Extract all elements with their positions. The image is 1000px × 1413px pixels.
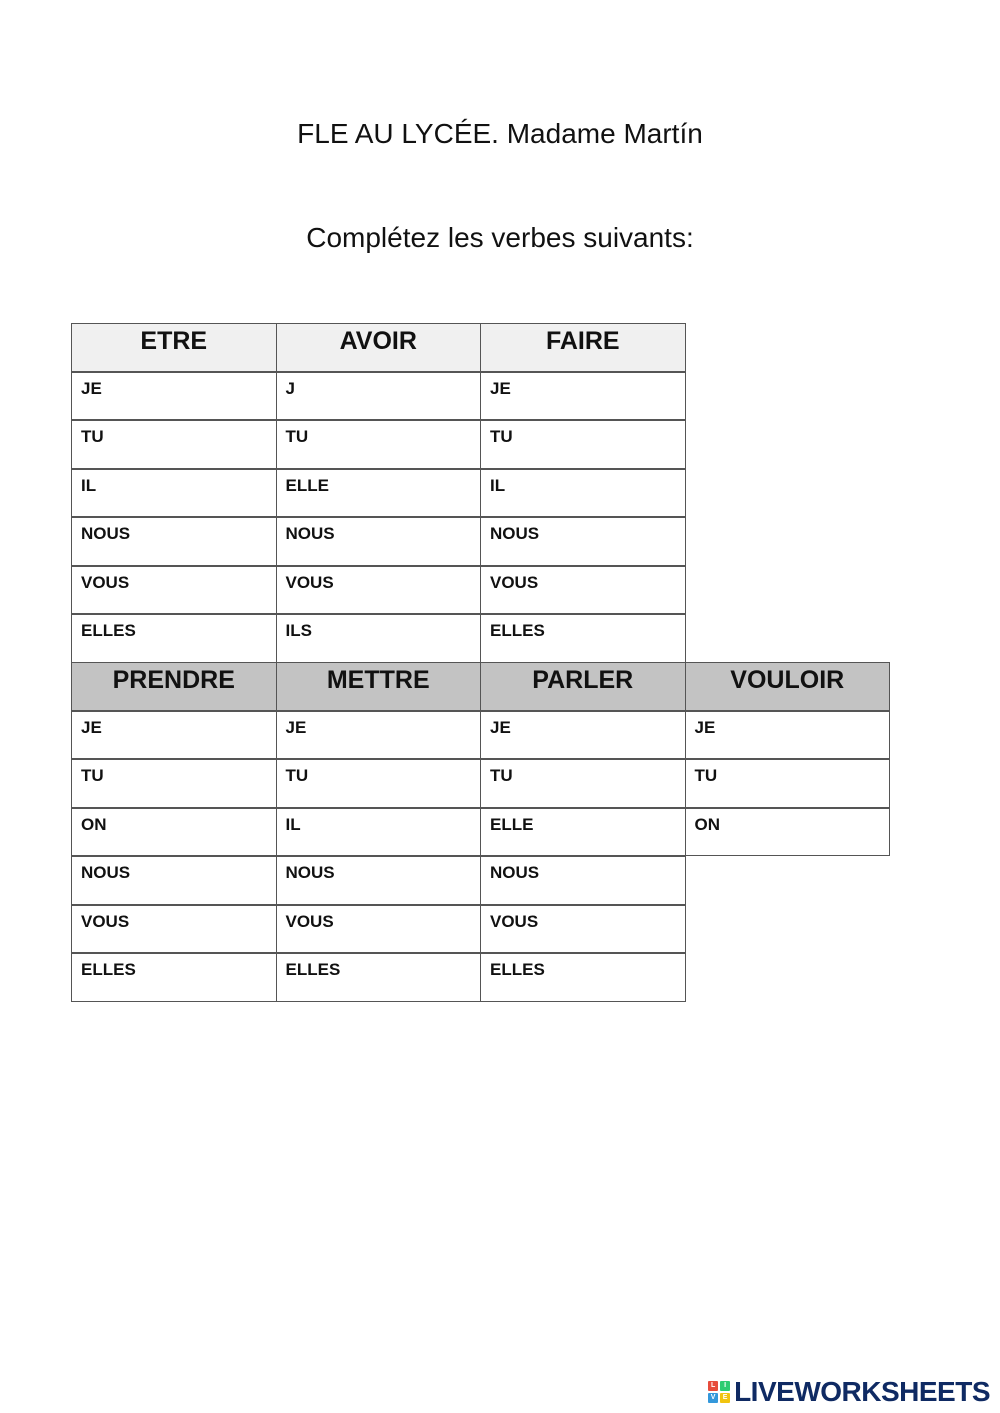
answer-cell[interactable]: ON <box>685 808 891 857</box>
logo-mark-tile: V <box>708 1393 718 1403</box>
answer-cell[interactable]: ILS <box>276 614 482 663</box>
instruction-text: Complétez les verbes suivants: <box>306 222 694 253</box>
table-row <box>71 711 889 760</box>
answer-cell[interactable]: ON <box>71 808 277 857</box>
logo-text: LIVEWORKSHEETS <box>734 1376 990 1407</box>
table-row <box>71 905 889 954</box>
answer-cell[interactable]: ELLE <box>276 469 482 518</box>
verb-header-vouloir: VOULOIR <box>685 662 891 711</box>
verb-header-avoir: AVOIR <box>276 323 482 372</box>
conjugation-table-1 <box>71 323 685 663</box>
liveworksheets-logo <box>708 1376 990 1408</box>
answer-cell[interactable]: JE <box>71 711 277 760</box>
empty-cell <box>685 953 891 1002</box>
answer-cell[interactable]: J <box>276 372 482 421</box>
answer-cell[interactable]: TU <box>276 759 482 808</box>
table-row <box>71 517 685 566</box>
answer-cell[interactable]: NOUS <box>276 517 482 566</box>
answer-cell[interactable]: ELLES <box>71 614 277 663</box>
answer-cell[interactable]: IL <box>71 469 277 518</box>
answer-cell[interactable]: VOUS <box>276 905 482 954</box>
answer-cell[interactable]: TU <box>276 420 482 469</box>
answer-cell[interactable]: NOUS <box>276 856 482 905</box>
page-title: FLE AU LYCÉE. Madame Martín <box>297 118 703 149</box>
answer-cell[interactable]: ELLE <box>480 808 686 857</box>
answer-cell[interactable]: NOUS <box>71 856 277 905</box>
conjugation-table-2 <box>71 662 889 1002</box>
logo-mark-tile: I <box>720 1381 730 1391</box>
answer-cell[interactable]: IL <box>480 469 686 518</box>
answer-cell[interactable]: ELLES <box>480 953 686 1002</box>
answer-cell[interactable]: VOUS <box>276 566 482 615</box>
answer-cell[interactable]: JE <box>480 711 686 760</box>
verb-header-parler: PARLER <box>480 662 686 711</box>
answer-cell[interactable]: NOUS <box>480 517 686 566</box>
table-row <box>71 566 685 615</box>
answer-cell[interactable]: TU <box>480 420 686 469</box>
answer-cell[interactable]: TU <box>480 759 686 808</box>
answer-cell[interactable]: TU <box>71 759 277 808</box>
answer-cell[interactable]: JE <box>480 372 686 421</box>
answer-cell[interactable]: VOUS <box>71 566 277 615</box>
answer-cell[interactable]: JE <box>685 711 891 760</box>
empty-cell <box>685 905 891 954</box>
answer-cell[interactable]: TU <box>71 420 277 469</box>
answer-cell[interactable]: TU <box>685 759 891 808</box>
answer-cell[interactable]: ELLES <box>276 953 482 1002</box>
verb-header-etre: ETRE <box>71 323 277 372</box>
logo-mark-tile: L <box>708 1381 718 1391</box>
table-row <box>71 759 889 808</box>
table-row <box>71 614 685 663</box>
verb-header-prendre: PRENDRE <box>71 662 277 711</box>
answer-cell[interactable]: VOUS <box>480 905 686 954</box>
answer-cell[interactable]: VOUS <box>480 566 686 615</box>
table-row <box>71 420 685 469</box>
table-row <box>71 808 889 857</box>
answer-cell[interactable]: ELLES <box>71 953 277 1002</box>
answer-cell[interactable]: IL <box>276 808 482 857</box>
verb-header-faire: FAIRE <box>480 323 686 372</box>
answer-cell[interactable]: VOUS <box>71 905 277 954</box>
table-row <box>71 372 685 421</box>
answer-cell[interactable]: NOUS <box>480 856 686 905</box>
table-header-row <box>71 662 889 711</box>
table-row <box>71 953 889 1002</box>
empty-cell <box>685 856 891 905</box>
answer-cell[interactable]: NOUS <box>71 517 277 566</box>
table-row <box>71 856 889 905</box>
answer-cell[interactable]: ELLES <box>480 614 686 663</box>
verb-header-mettre: METTRE <box>276 662 482 711</box>
answer-cell[interactable]: JE <box>71 372 277 421</box>
table-header-row <box>71 323 685 372</box>
logo-mark-icon <box>708 1381 730 1403</box>
logo-mark-tile: E <box>720 1393 730 1403</box>
table-row <box>71 469 685 518</box>
answer-cell[interactable]: JE <box>276 711 482 760</box>
